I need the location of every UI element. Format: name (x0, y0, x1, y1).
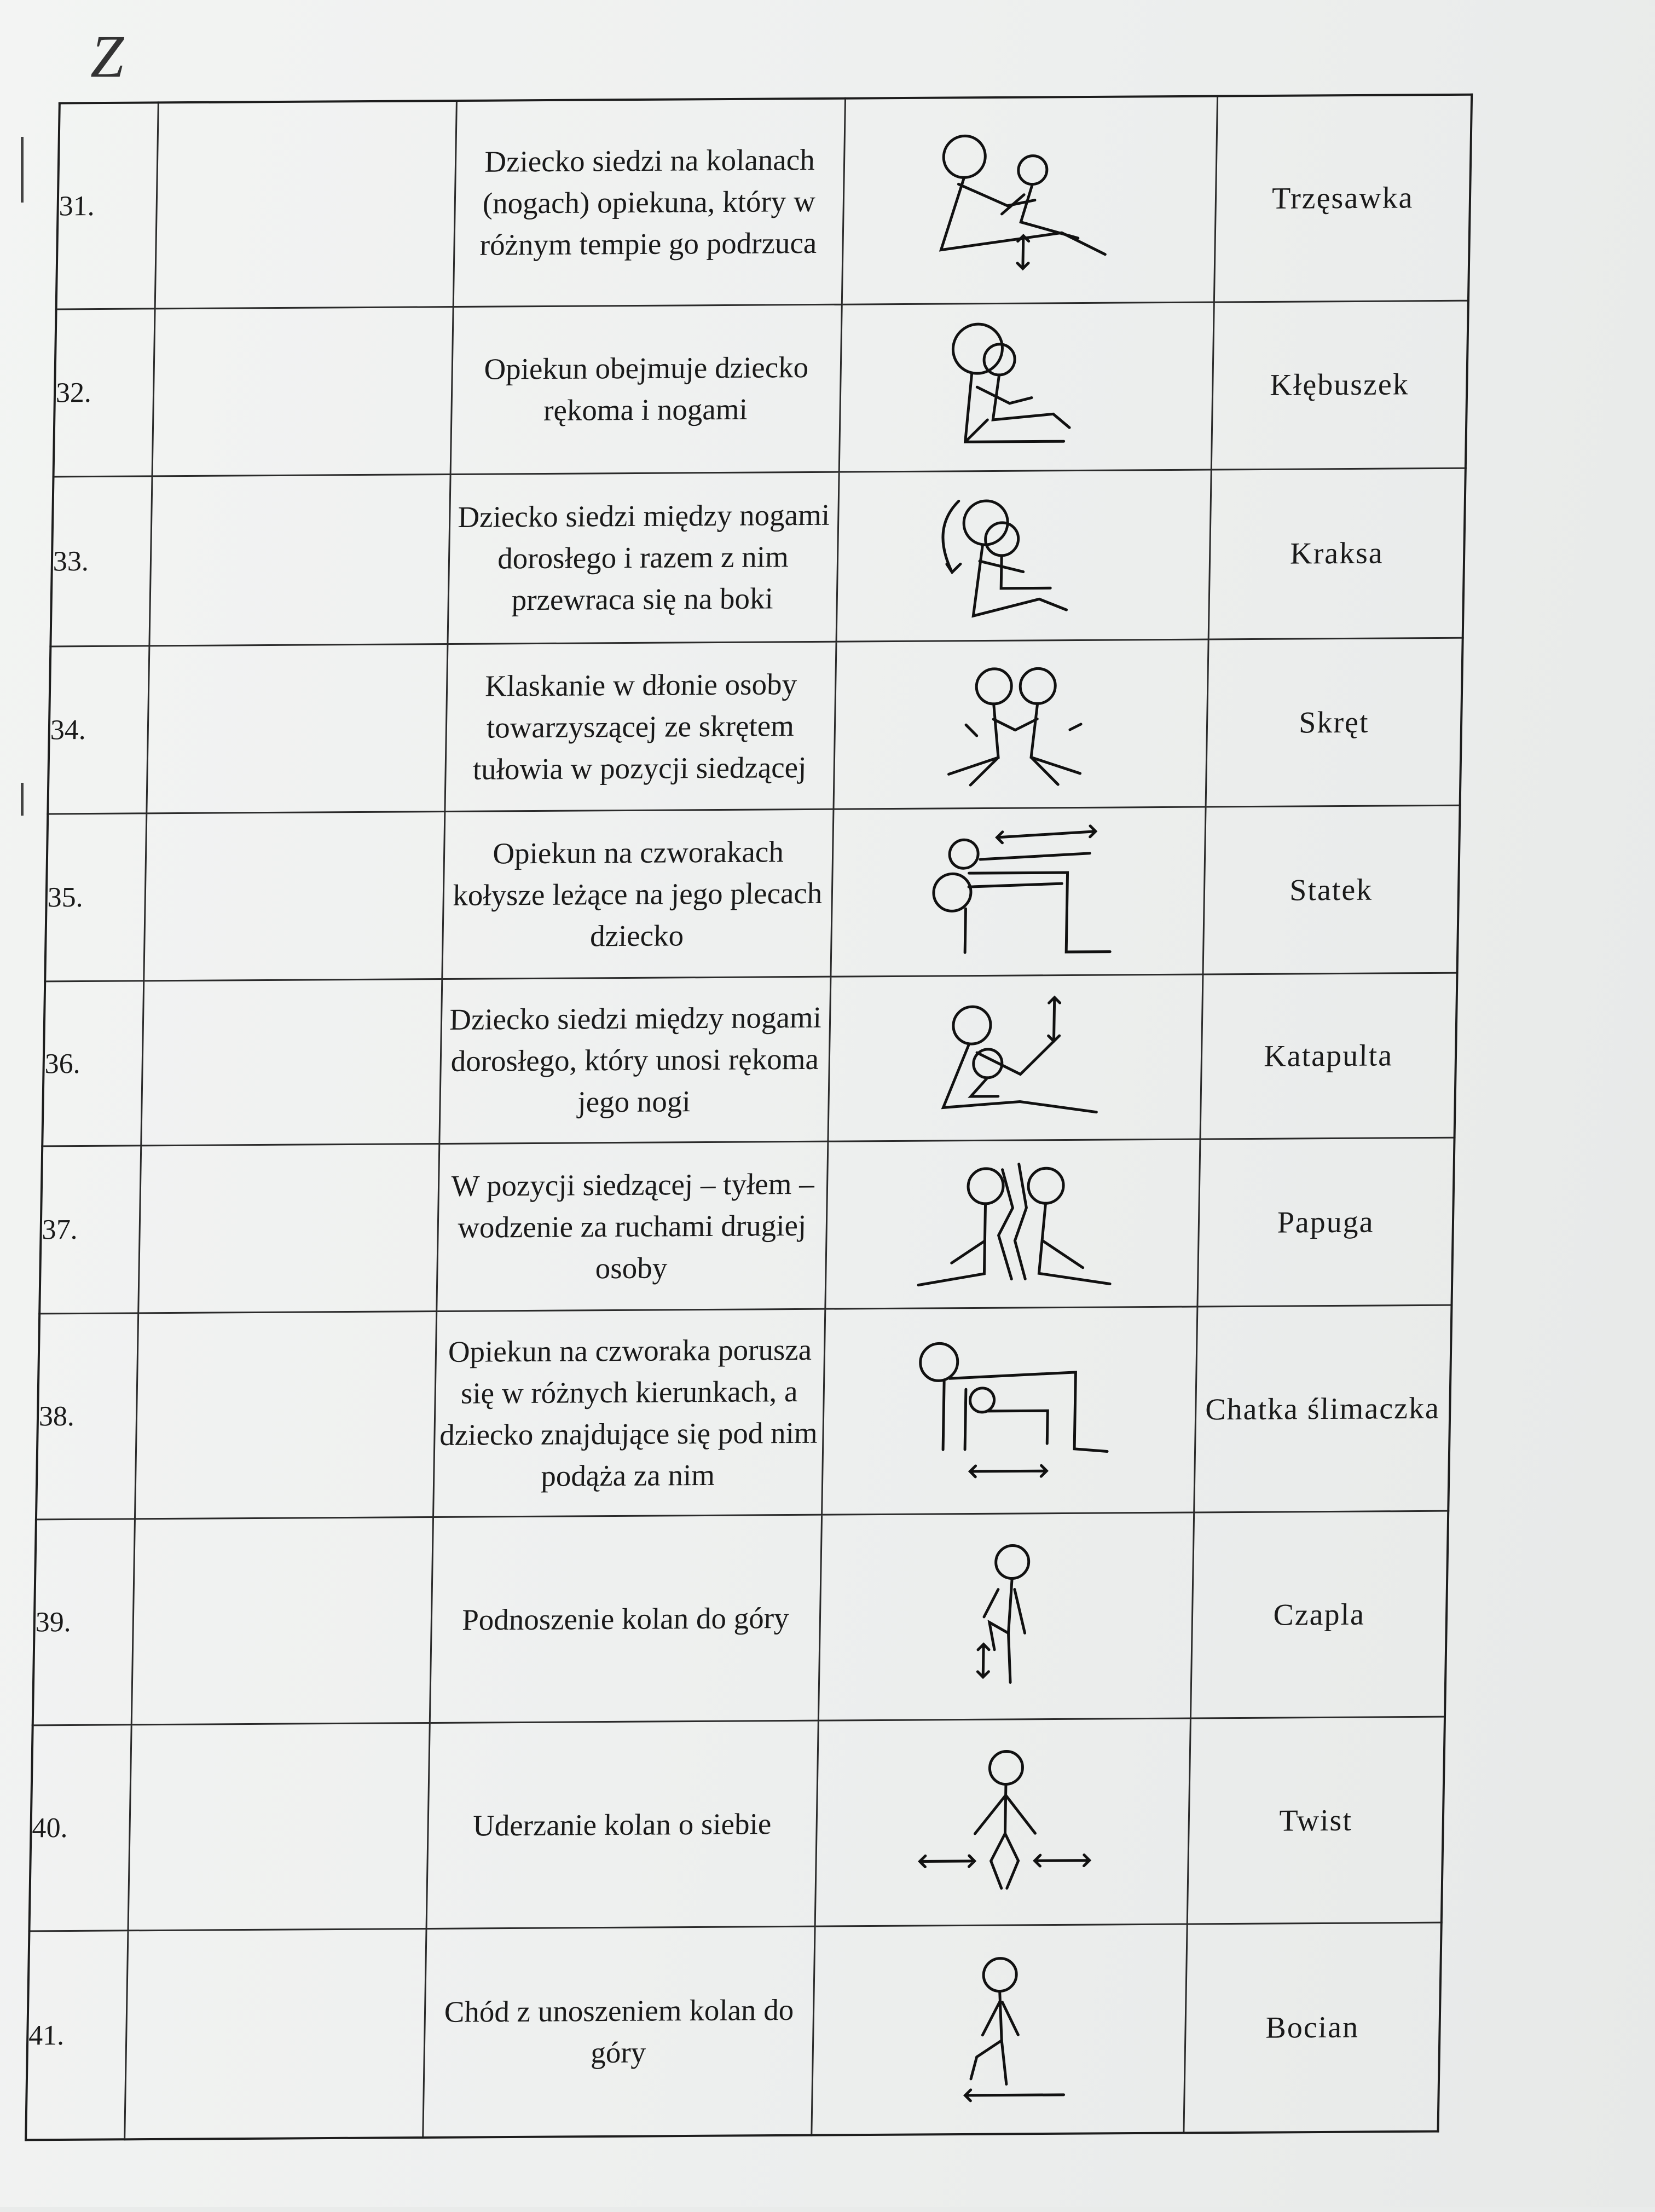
bouncing-on-knees-figure-icon (924, 123, 1135, 278)
table-row (42, 973, 1457, 1146)
empty-cell (131, 1517, 433, 1725)
empty-cell (149, 474, 450, 646)
row-number: 31. (56, 102, 158, 309)
knees-together-figure-icon (897, 1745, 1108, 1899)
row-number: 35. (45, 813, 146, 981)
row-figure (825, 1139, 1200, 1309)
row-description: W pozycji siedzącej – tyłem – wodzenie za ruchami drugiej osoby (436, 1141, 828, 1311)
row-description: Uderzanie kolan o siebie (426, 1720, 818, 1928)
empty-cell (143, 812, 444, 981)
crawling-tunnel-figure-icon (904, 1333, 1115, 1488)
row-number: 34. (48, 646, 149, 814)
empty-cell (128, 1723, 429, 1931)
exercise-table (25, 94, 1473, 2141)
row-figure (833, 639, 1208, 809)
row-figure (821, 1307, 1197, 1515)
row-description: Opiekun obejmuje dziecko rękoma i nogami (450, 304, 842, 474)
table-row (39, 1137, 1454, 1314)
row-description: Dziecko siedzi między nogami dorosłego, który unosi rękoma jego nogi (439, 977, 830, 1143)
row-description: Dziecko siedzi między nogami dorosłego i razem z nim przewraca się na boki (447, 472, 838, 644)
row-name: Twist (1187, 1717, 1445, 1924)
knee-raise-figure-icon (901, 1539, 1112, 1694)
table-row (45, 805, 1460, 981)
high-knee-walk-figure-icon (894, 1953, 1104, 2107)
row-figure (839, 302, 1214, 472)
row-figure (836, 470, 1211, 642)
row-name: Statek (1202, 805, 1460, 974)
table-row (50, 468, 1465, 647)
table-row (48, 638, 1462, 815)
row-name: Czapla (1190, 1511, 1448, 1718)
row-name: Papuga (1197, 1137, 1454, 1307)
table-row (29, 1717, 1445, 1931)
row-figure (811, 1924, 1187, 2135)
corner-mark: Z (90, 23, 124, 90)
row-figure (818, 1512, 1194, 1720)
empty-cell (155, 101, 456, 308)
row-figure (828, 974, 1202, 1141)
row-number: 32. (54, 308, 155, 476)
empty-cell (146, 644, 447, 813)
row-description: Klaskanie w dłonie osoby towarzyszącej ze skrętem tułowia w pozycji siedzącej (444, 642, 836, 812)
row-number: 40. (29, 1725, 131, 1931)
row-number: 38. (36, 1313, 138, 1520)
empty-cell (124, 1929, 426, 2140)
empty-cell (138, 1144, 439, 1313)
row-description: Chód z unoszeniem kolan do góry (423, 1926, 814, 2138)
table-row (36, 1305, 1452, 1520)
hugging-figure-icon (921, 310, 1132, 464)
row-description: Opiekun na czworakach kołysze leżące na jego plecach dziecko (442, 809, 833, 979)
table-row (26, 1922, 1442, 2140)
table-row (54, 301, 1468, 477)
empty-cell (152, 307, 453, 476)
rocking-on-back-figure-icon (913, 815, 1124, 969)
row-name: Kłębuszek (1211, 301, 1468, 470)
row-number: 33. (50, 476, 152, 646)
row-figure (842, 96, 1217, 304)
mirroring-figures-icon (907, 1147, 1118, 1301)
row-number: 36. (42, 981, 143, 1146)
clapping-figures-icon (916, 647, 1126, 801)
empty-cell (135, 1311, 436, 1518)
row-description: Podnoszenie kolan do góry (430, 1515, 821, 1723)
row-figure (830, 807, 1205, 977)
table-row (33, 1511, 1449, 1725)
row-figure (815, 1718, 1190, 1926)
table-row (56, 95, 1472, 309)
row-name: Katapulta (1200, 973, 1457, 1139)
row-name: Trzęsawka (1214, 95, 1472, 302)
row-name: Skręt (1206, 638, 1463, 807)
row-description: Dziecko siedzi na kolanach (nogach) opiekuna, który w różnym tempie go podrzuca (453, 99, 845, 307)
lifting-legs-figure-icon (910, 981, 1121, 1135)
row-name: Kraksa (1208, 468, 1466, 640)
row-name: Bocian (1183, 1922, 1441, 2133)
row-number: 39. (33, 1519, 135, 1725)
empty-cell (141, 979, 442, 1146)
rolling-figure-icon (918, 478, 1129, 633)
row-number: 41. (26, 1931, 128, 2140)
row-name: Chatka ślimaczka (1194, 1305, 1451, 1512)
row-number: 37. (39, 1146, 141, 1314)
row-description: Opiekun na czworaka porusza się w różnych kierunkach, a dziecko znajdujące się pod nim podąża za nim (433, 1309, 825, 1517)
